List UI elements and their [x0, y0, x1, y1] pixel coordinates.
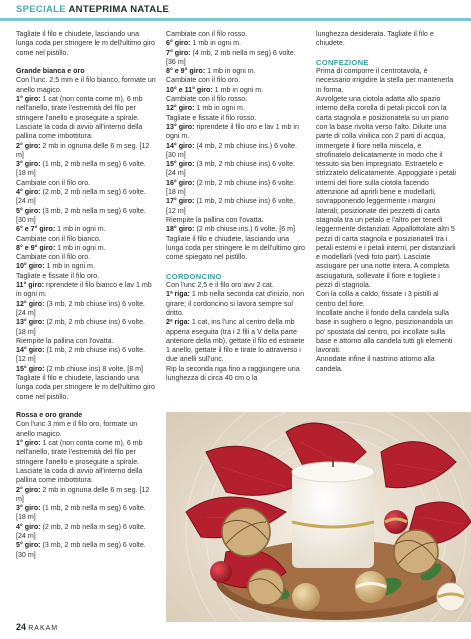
header-rule [0, 18, 471, 21]
round-step: 10° giro: 1 mb in ogni m. [16, 262, 95, 271]
heading-confezione: CONFEZIONE [316, 57, 369, 67]
round-step: 15° giro: (2 mb chiuse ins) 8 volte. [8 m] [16, 364, 144, 373]
instruction: Cambiate con il filo bianco. [16, 234, 101, 243]
round-step: 16° giro: (2 mb, 2 mb chiuse ins) 6 volte. [18 m] [166, 178, 296, 197]
round-step: 10° e 11° giro: 1 mb in ogni m. [166, 85, 264, 94]
instruction: Tagliate e fissate il filo rosso. [166, 113, 257, 122]
round-step: 8° e 9° giro: 1 mb in ogni m. [166, 67, 256, 76]
paragraph: Incollate anche il fondo della candela sulla base in sughero o legno, posizionandola un po' spostata dal centro, poi incollate sulla base e attorno alla candela tutti gli elementi lavorati. [316, 308, 453, 355]
row-step: 2ª riga: 1 cat, ins l'unc al centro della mb appena eseguita (tra i 2 fili a V della parte anteriore della mb), gettate il filo ed estraete 1 anello, gettate il filo e tirate lo attraverso i due anelli sull'unc. [166, 318, 305, 364]
round-step: 6° giro: 1 mb in ogni m. [166, 39, 241, 48]
instruction: Riempite la pallina con l'ovatta. [16, 336, 114, 345]
paragraph: Con l'unc 2,5 e il filo oro avv 2 cat. [166, 281, 274, 290]
instruction: Cambiate con il filo rosso. [166, 30, 248, 38]
paragraph: Tagliate il filo e chiudete, lasciando una lunga coda per stringere le m dell'ultimo giro come nel pistillo. [16, 30, 155, 57]
section-title [16, 4, 169, 15]
heading-cordoncino: CORDONCINO [166, 271, 222, 281]
instruction: Cambiate con il filo rosso. [166, 95, 248, 104]
round-step: 2° giro: 2 mb in ognuna delle 6 m seg. [12 m] [16, 485, 150, 503]
instruction: Cambiate con il filo oro. [16, 253, 91, 262]
round-step: 4° giro: (2 mb, 2 mb nella m seg) 6 volte. [24 m] [16, 188, 146, 206]
centerpiece-photo [166, 412, 471, 622]
round-step: 1° giro: 1 cat (non conta come m), 6 mb nell'anello, tirate l'estremità del filo per stringere l'anello e proseguite a spirale. Lasciate la coda di avvio all'interno della pallina come imbottitura. [16, 439, 143, 485]
round-step: 12° giro: 1 mb in ogni m. [166, 104, 245, 113]
instruction: Riempite la pallina con l'ovatta. [166, 215, 264, 224]
page-footer [16, 622, 58, 632]
paragraph: Tagliate il filo e chiudete, lasciando una lunga coda per stringere le m dell'ultimo giro come spiegato nel pistillo. [166, 234, 305, 262]
section-subtitle: ANTEPRIMA NATALE [68, 4, 170, 15]
round-step: 14° giro: (4 mb, 2 mb chiuse ins.) 6 volte. [30 m] [166, 141, 297, 159]
row-step: 1ª riga: 1 mb nella seconda cat d'inizio, non girare; il cordoncino si lavora sempre sul dritto. [166, 290, 305, 317]
round-step: 17° giro: (1 mb, 2 mb chiuse ins) 6 volte. [12 m] [166, 197, 296, 215]
text-column-1 [16, 30, 156, 560]
round-step: 1° giro: 1 cat (non conta come m), 6 mb nell'anello, tirate l'estremità del filo per stringere l'anello e proseguite a spirale. Lasciate la coda di avvio all'interno della pallina come imbottitura. [16, 95, 143, 141]
paragraph: Avvolgete una ciotola adatta allo spazio interno della corolla di petali piccoli con la carta stagnola e posizionatela su un piano con la base rivolta verso l'alto. Diluite una parte di colla vinilica con 2 parti di acqua, immergete il fiore nella miscela, e strofinatelo delicatamente in modo che il tessuto sia ben impregnato. Estraetelo e strizzatelo delicatamente. Appoggiate i petali interni del fiore sulla ciotola facendo attenzione ad aprirli bene e modellarli, sovrapponendo leggermente i margini laterali; posizionate dei pezzetti di carta stagnola tra un petalo e l'altro per tenerli leggermente distanziati. Appallottolate altri 5 pezzi di carta stagnola e posizionateli tra i petali esterni e i petali interni, per distanziarli e modellarli (vedi foto part). Lasciate asciugare per una notte intera. A completa asciugatura, sollevate il fiore e togliete i pezzi di stagnola. [316, 95, 456, 290]
round-step: 3° giro: (1 mb, 2 mb nella m seg) 6 volte. [18 m] [16, 504, 146, 522]
round-step: 13° giro: (2 mb, 2 mb chiuse ins) 6 volte. [18 m] [16, 318, 146, 336]
text-column-3 [316, 30, 456, 374]
round-step: 4° giro: (2 mb, 2 mb nella m seg) 6 volte. [24 m] [16, 522, 146, 541]
round-step: 12° giro: (3 mb, 2 mb chiuse ins) 6 volte. [24 m] [16, 299, 146, 317]
paragraph: lunghezza desiderata. Tagliate il filo e chiudete. [316, 30, 434, 48]
instruction: Cambiate con il filo oro. [16, 178, 91, 187]
paragraph: Con l'unc. 2,5 mm e il filo bianco, formate un anello magico. [16, 76, 156, 94]
paragraph: Tagliate il filo e chiudete, lasciando una lunga coda per stringere le m dell'ultimo giro come nel pistillo. [16, 373, 155, 401]
instruction: Tagliate e fissate il filo oro. [16, 271, 100, 280]
round-step: 18° giro: (2 mb chiuse ins.) 6 volte. [6 m] [166, 225, 296, 234]
subheading-white-gold: Grande bianca e oro [16, 67, 85, 76]
round-step: 14° giro: (1 mb, 2 mb chiuse ins) 6 volte. [12 m] [16, 346, 146, 364]
round-step: 15° giro: (3 mb, 2 mb chiuse ins) 6 volte. [24 m] [166, 160, 296, 178]
paragraph: Con l'unc 3 mm e il filo oro, formate un anello magico. [16, 420, 138, 438]
round-step: 8° e 9° giro: 1 mb in ogni m. [16, 243, 106, 252]
round-step: 5° giro: (3 mb, 2 mb nella m seg) 6 volte. [30 m] [16, 206, 146, 224]
round-step: 6° e 7° giro: 1 mb in ogni m. [16, 225, 106, 234]
magazine-brand: RAKAM [28, 625, 59, 632]
page-number: 24 [16, 622, 27, 632]
subheading-red-gold: Rossa e oro grande [16, 411, 83, 420]
paragraph: Prima di comporre il centrotavola, è necessario irrigidire la stella per mantenerla in forma. [316, 67, 454, 94]
round-step: 3° giro: (1 mb, 2 mb nella m seg) 6 volte. [18 m] [16, 160, 146, 178]
section-header [0, 0, 471, 22]
instruction: Cambiate con il filo oro. [166, 76, 241, 85]
round-step: 2° giro: 2 mb in ognuna delle 6 m seg. [12 m] [16, 141, 150, 159]
paragraph: Rip la seconda riga fino a raggiungere una lunghezza di circa 40 cm o la [166, 364, 300, 382]
paragraph: Annodate infine il nastrino attorno alla candela. [316, 355, 435, 373]
round-step: 13° giro: riprendete il filo oro e lav 1 mb in ogni m. [166, 122, 299, 141]
round-step: 11° giro: riprendete il filo bianco e lav 1 mb in ogni m. [16, 281, 152, 299]
paragraph: Con la colla a caldo, fissate i 3 pistilli al centro del fiore. [316, 290, 439, 308]
section-kicker: SPECIALE [16, 4, 66, 15]
round-step: 7° giro: (4 mb, 2 mb nella m seg) 6 volte. [36 m] [166, 48, 296, 66]
round-step: 5° giro: (3 mb, 2 mb nella m seg) 6 volte. [30 m] [16, 541, 146, 559]
centerpiece-illustration [166, 412, 471, 622]
text-column-2 [166, 30, 306, 383]
